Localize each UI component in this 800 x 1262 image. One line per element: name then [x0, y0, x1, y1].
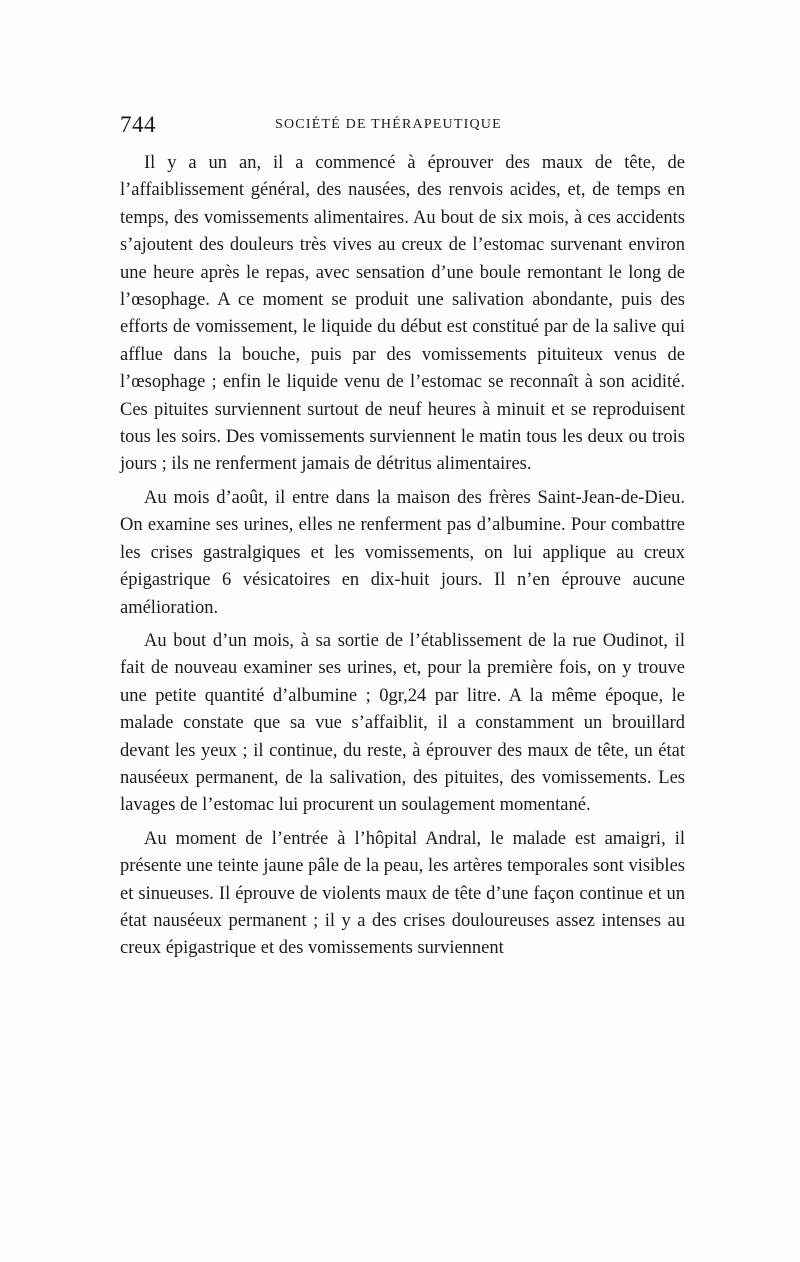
- running-head: [120, 112, 685, 142]
- paragraph-2: Au mois d’août, il entre dans la maison des frères Saint-Jean-de-Dieu. On examine ses urines, elles ne renferment pas d’albumine. Pour combattre les crises gastralgiques et les vomissements, on lui applique au creux épigastrique 6 vésicatoires en dix-huit jours. Il n’en éprouve aucune amélioration.: [120, 487, 685, 618]
- paragraph-3: Au bout d’un mois, à sa sortie de l’établissement de la rue Oudinot, il fait de nouveau examiner ses urines, et, pour la première fois, on y trouve une petite quantité d’albumine ; 0gr,24 par litre. A la même époque, le malade constate que sa vue s’affaiblit, il a constamment un brouillard devant les yeux ; il continue, du reste, à éprouver des maux de tête, un état nauséeux permanent, de la salivation, des pituites, des vomissements. Les lavages de l’estomac lui procurent un soulagement momentané.: [120, 630, 685, 816]
- page-number: 744: [120, 112, 156, 137]
- body-text: [120, 150, 685, 969]
- paragraph-4: Au moment de l’entrée à l’hôpital Andral, le malade est amaigri, il présente une teinte jaune pâle de la peau, les artères temporales sont visibles et sinueuses. Il éprouve de violents maux de tête d’une façon continue et un état nauséeux permanent ; il y a des crises douloureuses assez intenses au creux épigastrique et des vomissements surviennent: [120, 828, 685, 959]
- paragraph-1: Il y a un an, il a commencé à éprouver des maux de tête, de l’affaiblissement général, des nausées, des renvois acides, et, de temps en temps, des vomissements alimentaires. Au bout de six mois, à ces accidents s’ajoutent des douleurs très vives au creux de l’estomac survenant environ une heure après le repas, avec sensation d’une boule remontant le long de l’œsophage. A ce moment se produit une salivation abondante, puis des efforts de vomissement, le liquide du début est constitué par de la salive qui afflue dans la bouche, puis par des vomissements pituiteux venus de l’œsophage ; enfin le liquide venu de l’estomac se reconnaît à son acidité. Ces pituites surviennent surtout de neuf heures à minuit et se reproduisent tous les soirs. Des vomissements surviennent le matin tous les deux ou trois jours ; ils ne renferment jamais de détritus alimentaires.: [120, 153, 685, 475]
- running-title: SOCIÉTÉ DE THÉRAPEUTIQUE: [275, 117, 502, 132]
